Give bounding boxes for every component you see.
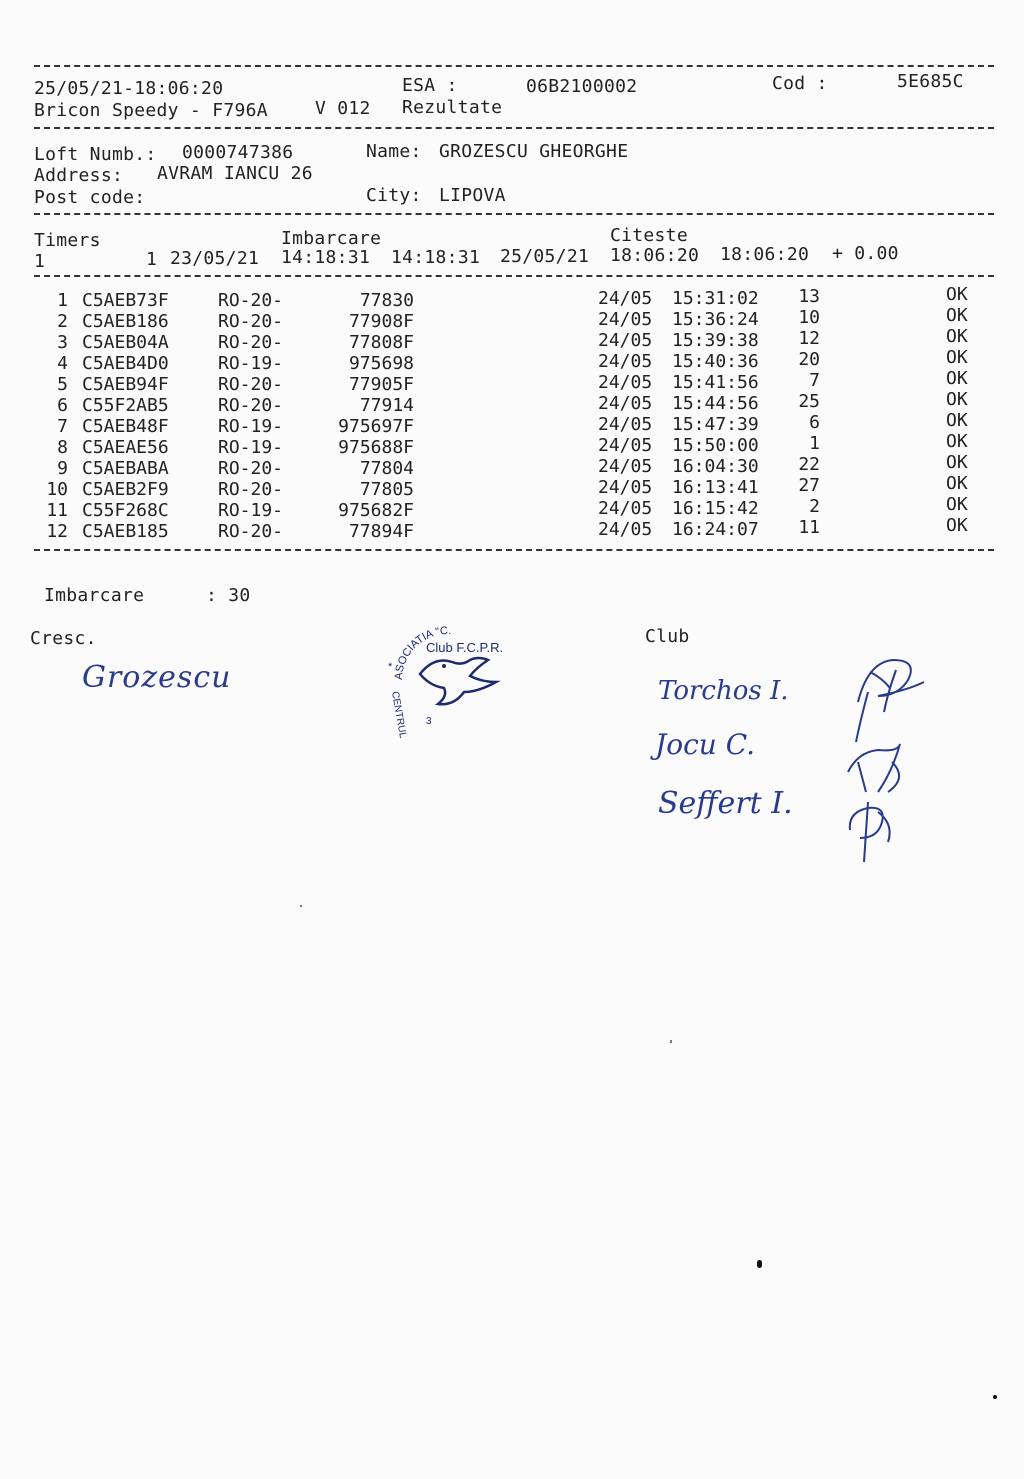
arrival-time: 15:41:56 — [672, 372, 759, 393]
loft-number: 0000747386 — [182, 142, 294, 163]
row-number: 11 — [46, 500, 68, 521]
ring-prefix: RO-19- — [218, 437, 284, 458]
ring-number: 975682F — [338, 500, 414, 521]
arrival-time: 15:40:36 — [672, 351, 759, 372]
esa-value: 06B2100002 — [526, 76, 638, 97]
ring-number: 975698 — [348, 353, 414, 374]
chip-id: C5AEB04A — [82, 332, 169, 353]
ring-number: 77808F — [348, 332, 414, 353]
table-row — [0, 473, 1024, 500]
arrival-date: 24/05 — [598, 309, 653, 330]
chip-id: C5AEB4D0 — [82, 353, 169, 374]
position: 7 — [809, 370, 820, 391]
ring-number: 77894F — [348, 521, 414, 542]
fancier-name: GROZESCU GHEORGHE — [439, 141, 629, 162]
row-number: 4 — [57, 353, 68, 374]
status-ok: OK — [946, 326, 968, 347]
position: 1 — [809, 433, 820, 454]
row-number: 2 — [57, 311, 68, 332]
separator-header — [34, 127, 994, 129]
arrival-time: 15:44:56 — [672, 393, 759, 414]
cod-label: Cod : — [772, 73, 828, 94]
arrival-time: 15:36:24 — [672, 309, 759, 330]
esa-label: ESA : — [402, 75, 458, 96]
city-value: LIPOVA — [439, 185, 506, 206]
chip-id: C5AEB94F — [82, 374, 169, 395]
table-row — [0, 431, 1024, 458]
chip-id: C5AEB48F — [82, 416, 169, 437]
position: 6 — [809, 412, 820, 433]
ring-number: 77805 — [359, 479, 414, 500]
stamp-number: 3 — [426, 716, 432, 727]
ring-number: 77830 — [359, 290, 414, 311]
arrival-time: 16:15:42 — [672, 498, 759, 519]
position: 11 — [798, 517, 820, 538]
address-label: Address: — [34, 165, 124, 186]
ring-prefix: RO-20- — [218, 290, 284, 311]
status-ok: OK — [946, 515, 968, 536]
timer-offset: + 0.00 — [832, 243, 899, 264]
status-ok: OK — [946, 452, 968, 473]
ring-prefix: RO-19- — [218, 353, 284, 374]
cresc-label: Cresc. — [30, 628, 97, 649]
arrival-time: 15:31:02 — [672, 288, 759, 309]
ring-prefix: RO-20- — [218, 374, 284, 395]
ring-prefix: RO-20- — [218, 479, 284, 500]
citeste-date: 25/05/21 — [500, 246, 590, 267]
ink-dot — [993, 1395, 997, 1399]
timers-label: Timers — [34, 230, 101, 251]
stamp-outer-text: ASOCIATIA "C. — [392, 624, 452, 681]
report-datetime: 25/05/21-18:06:20 — [34, 78, 224, 99]
position: 12 — [798, 328, 820, 349]
table-row — [0, 452, 1024, 479]
citeste-header: Citeste — [610, 225, 688, 246]
row-number: 3 — [57, 332, 68, 353]
ring-number: 77908F — [348, 311, 414, 332]
ring-prefix: RO-20- — [218, 458, 284, 479]
status-ok: OK — [946, 368, 968, 389]
table-row — [0, 494, 1024, 521]
table-row — [0, 515, 1024, 542]
status-ok: OK — [946, 473, 968, 494]
imbarcare-header: Imbarcare — [281, 228, 382, 249]
ring-number: 77804 — [359, 458, 414, 479]
club-signature-2: Jocu C. — [655, 728, 756, 761]
arrival-time: 16:24:07 — [672, 519, 759, 540]
position: 27 — [798, 475, 820, 496]
arrival-date: 24/05 — [598, 519, 653, 540]
club-stamp-icon — [378, 612, 518, 747]
arrival-date: 24/05 — [598, 456, 653, 477]
address-value: AVRAM IANCU 26 — [157, 163, 313, 184]
table-row — [0, 284, 1024, 311]
loft-label: Loft Numb.: — [34, 144, 157, 165]
status-ok: OK — [946, 347, 968, 368]
chip-id: C5AEB186 — [82, 311, 169, 332]
chip-id: C5AEAE56 — [82, 437, 169, 458]
row-number: 6 — [57, 395, 68, 416]
arrival-date: 24/05 — [598, 351, 653, 372]
separator-top — [34, 65, 994, 67]
ring-number: 975688F — [338, 437, 414, 458]
club-signature-1: Torchos I. — [658, 676, 789, 706]
timer-number: 1 — [146, 249, 158, 270]
arrival-date: 24/05 — [598, 288, 653, 309]
stamp-side-text: CENTRUL — [389, 690, 409, 740]
separator-timers — [34, 275, 994, 277]
position: 20 — [798, 349, 820, 370]
imbarcare-total-value: : 30 — [206, 585, 251, 606]
ring-prefix: RO-19- — [218, 500, 284, 521]
arrival-date: 24/05 — [598, 435, 653, 456]
position: 10 — [798, 307, 820, 328]
row-number: 10 — [46, 479, 68, 500]
ring-number: 77914 — [359, 395, 414, 416]
arrival-date: 24/05 — [598, 372, 653, 393]
ring-prefix: RO-20- — [218, 521, 284, 542]
dove-icon — [420, 658, 496, 704]
ring-prefix: RO-20- — [218, 332, 284, 353]
arrival-date: 24/05 — [598, 330, 653, 351]
status-ok: OK — [946, 410, 968, 431]
arrival-date: 24/05 — [598, 498, 653, 519]
row-number: 7 — [57, 416, 68, 437]
breeder-signature: Grozescu — [82, 660, 232, 695]
arrival-date: 24/05 — [598, 414, 653, 435]
status-ok: OK — [946, 431, 968, 452]
table-row — [0, 368, 1024, 395]
name-label: Name: — [366, 141, 422, 162]
report-type: Rezultate — [402, 97, 503, 118]
chip-id: C5AEB2F9 — [82, 479, 169, 500]
row-number: 1 — [57, 290, 68, 311]
status-ok: OK — [946, 389, 968, 410]
status-ok: OK — [946, 494, 968, 515]
arrival-date: 24/05 — [598, 477, 653, 498]
svg-text:*: * — [388, 661, 393, 673]
timer-index: 1 — [34, 251, 46, 272]
device-name: Bricon Speedy - F796A — [34, 100, 268, 121]
position: 13 — [798, 286, 820, 307]
chip-id: C5AEB185 — [82, 521, 169, 542]
club-label: Club — [645, 626, 690, 647]
ring-prefix: RO-20- — [218, 395, 284, 416]
table-row — [0, 389, 1024, 416]
arrival-time: 16:13:41 — [672, 477, 759, 498]
table-row — [0, 410, 1024, 437]
post-code-label: Post code: — [34, 187, 146, 208]
arrival-time: 15:50:00 — [672, 435, 759, 456]
ink-dot — [300, 905, 302, 907]
chip-id: C55F2AB5 — [82, 395, 169, 416]
row-number: 8 — [57, 437, 68, 458]
imbarcare-time-2: 14:18:31 — [391, 247, 481, 268]
table-row — [0, 347, 1024, 374]
ring-prefix: RO-19- — [218, 416, 284, 437]
status-ok: OK — [946, 284, 968, 305]
chip-id: C5AEBABA — [82, 458, 169, 479]
position: 25 — [798, 391, 820, 412]
ink-dot — [670, 1040, 672, 1043]
stamp-inner-text: Club F.C.P.R. — [426, 640, 504, 655]
city-label: City: — [366, 185, 422, 206]
arrival-time: 16:04:30 — [672, 456, 759, 477]
club-initials-icon — [838, 652, 938, 872]
citeste-time-2: 18:06:20 — [720, 244, 810, 265]
separator-loft — [34, 213, 994, 215]
club-signature-3: Seffert I. — [658, 786, 793, 821]
position: 22 — [798, 454, 820, 475]
position: 2 — [809, 496, 820, 517]
ring-number: 77905F — [348, 374, 414, 395]
row-number: 9 — [57, 458, 68, 479]
chip-id: C55F268C — [82, 500, 169, 521]
table-row — [0, 305, 1024, 332]
arrival-time: 15:39:38 — [672, 330, 759, 351]
chip-id: C5AEB73F — [82, 290, 169, 311]
table-row — [0, 326, 1024, 353]
ring-prefix: RO-20- — [218, 311, 284, 332]
imbarcare-time-1: 14:18:31 — [281, 247, 371, 268]
imbarcare-date: 23/05/21 — [170, 248, 260, 269]
ink-dot — [757, 1260, 762, 1268]
row-number: 12 — [46, 521, 68, 542]
arrival-date: 24/05 — [598, 393, 653, 414]
device-version: V 012 — [315, 98, 371, 119]
imbarcare-total-label: Imbarcare — [44, 585, 145, 606]
separator-results — [34, 549, 994, 551]
cod-value: 5E685C — [897, 71, 964, 92]
citeste-time-1: 18:06:20 — [610, 245, 700, 266]
status-ok: OK — [946, 305, 968, 326]
arrival-time: 15:47:39 — [672, 414, 759, 435]
row-number: 5 — [57, 374, 68, 395]
ring-number: 975697F — [338, 416, 414, 437]
